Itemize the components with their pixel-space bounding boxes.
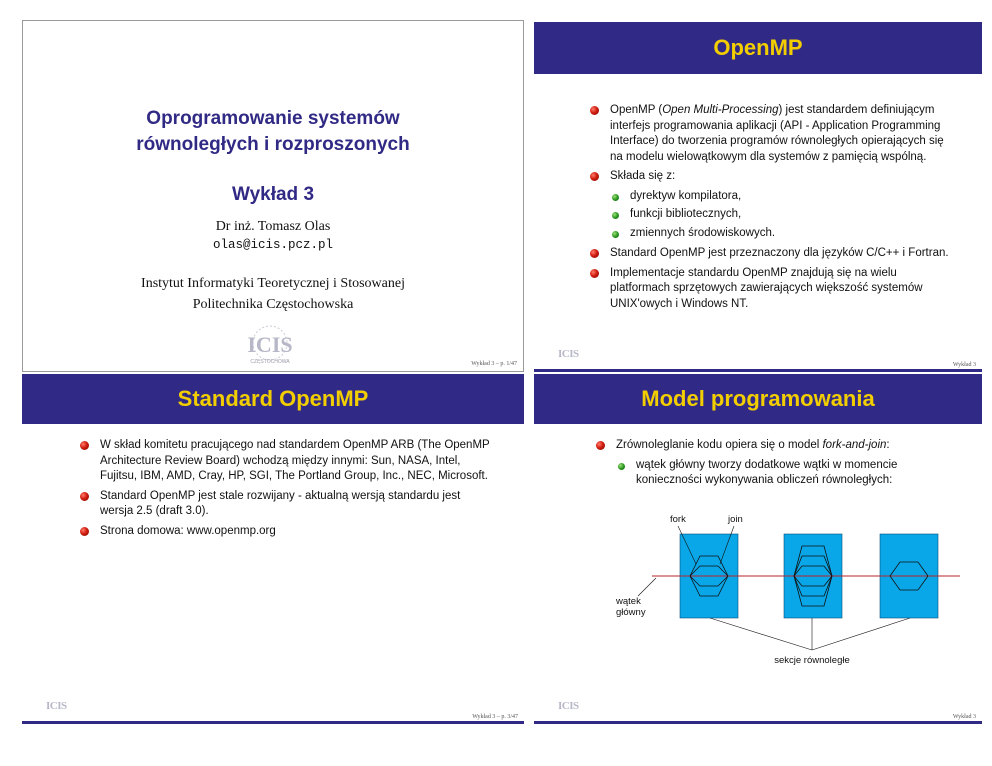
text: OpenMP (: [610, 104, 663, 116]
text: Zrównoleglanie kodu opiera się o model: [616, 439, 823, 451]
bullet-list: [80, 438, 490, 543]
bottom-divider: [534, 721, 982, 724]
list-item: [596, 438, 962, 454]
header-bar: [534, 374, 982, 424]
slide-heading: Model programowania: [641, 386, 875, 411]
logo-text: ICIS: [558, 700, 579, 712]
list-item: [590, 169, 952, 185]
bullet-icon: [590, 172, 599, 181]
text: Standard OpenMP jest przeznaczony dla języków C/C++ i Fortran.: [610, 247, 949, 259]
join-label: join: [728, 514, 743, 525]
sub-list-item: [610, 207, 952, 223]
bullet-icon: [80, 441, 89, 450]
text: Składa się z:: [610, 170, 676, 182]
page-number: Wykład 3: [952, 362, 976, 368]
icis-logo-icon: [558, 344, 580, 358]
slide-programming-model: [534, 372, 982, 724]
parallel-sections-label: sekcje równoległe: [774, 655, 850, 666]
icis-logo-icon: [46, 696, 68, 710]
author-name: Dr inż. Tomasz Olas: [215, 219, 331, 234]
page-number: Wykład 3 – p. 1/47: [471, 361, 517, 367]
lecture-number: Wykład 3: [231, 184, 315, 205]
bottom-divider: [22, 721, 524, 724]
fork-join-diagram: [612, 502, 962, 672]
slide-heading: Standard OpenMP: [177, 386, 369, 411]
university-name: Politechnika Częstochowska: [192, 297, 354, 312]
list-item: [590, 103, 952, 165]
author-email: olas@icis.pcz.pl: [212, 238, 334, 252]
bullet-icon: [80, 527, 89, 536]
sub-bullet-icon: [612, 231, 619, 238]
text: funkcji bibliotecznych,: [630, 208, 742, 220]
title-line-1: Oprogramowanie systemów: [146, 108, 400, 129]
bullet-icon: [80, 492, 89, 501]
bullet-icon: [596, 441, 605, 450]
text: zmiennych środowiskowych.: [630, 226, 776, 239]
logo-caption: CZĘSTOCHOWA: [250, 359, 290, 365]
text-italic: Open Multi-Processing: [662, 104, 779, 116]
bullet-icon: [590, 106, 599, 115]
slide-heading: OpenMP: [713, 35, 803, 60]
text: Strona domowa: www.openmp.org: [100, 524, 276, 537]
page-number: Wykład 3: [952, 714, 976, 720]
presentation-title: [23, 106, 523, 158]
list-item: [80, 524, 490, 540]
text: ) jest standardem definiującym interfejs programowania aplikacji (API - Application Programming Interface) do tworzenia programów równoległych opierających się na modelu wielowątkowym dla systemów z pamięcią wspólną.: [610, 104, 944, 163]
list-item: [80, 438, 490, 485]
text: :: [886, 439, 890, 451]
svg-text:ICIS: ICIS: [247, 332, 293, 357]
text: Implementacje standardu OpenMP znajdują się na wielu platformach sprzętowych zawierających większość systemów UNIX'owych i Windows NT.: [610, 266, 923, 310]
icis-logo-icon: [558, 696, 580, 710]
institute-name: Instytut Informatyki Teoretycznej i Stosowanej: [141, 276, 405, 291]
title-line-2: równoległych i rozproszonych: [136, 134, 410, 155]
parallel-pointer: [812, 618, 910, 650]
sub-list-item: [610, 189, 952, 205]
header-bar: [22, 374, 524, 424]
parallel-pointer: [710, 618, 812, 650]
list-item: [590, 246, 952, 262]
icis-logo-icon: [230, 325, 310, 367]
logo-text: ICIS: [46, 700, 67, 712]
slide-openmp: [534, 20, 982, 372]
text: Standard OpenMP jest stale rozwijany - aktualną wersją standardu jest wersja 2.5 (draft 3.0).: [100, 489, 461, 517]
main-thread-label: główny: [616, 607, 646, 618]
text: dyrektyw kompilatora,: [630, 189, 742, 202]
main-thread-pointer: [638, 578, 656, 596]
logo-text: ICIS: [558, 348, 579, 360]
bullet-list: [590, 103, 952, 316]
slide-standard-openmp: [22, 372, 524, 724]
bullet-list: [596, 438, 962, 492]
text: wątek główny tworzy dodatkowe wątki w momencie konieczności wykonywania obliczeń równoległych:: [636, 458, 898, 486]
header-bar: [534, 22, 982, 74]
slide-title: [22, 20, 524, 372]
text-italic: fork-and-join: [822, 439, 887, 451]
sub-list-item: [616, 458, 962, 489]
sub-bullet-icon: [618, 463, 625, 470]
page-number: Wykład 3 – p. 3/47: [472, 714, 518, 720]
main-thread-label: wątek: [616, 596, 641, 607]
sub-list-item: [610, 226, 952, 242]
fork-label: fork: [670, 514, 686, 525]
bullet-icon: [590, 249, 599, 258]
text: W skład komitetu pracującego nad standardem OpenMP ARB (The OpenMP Architecture Review Board) wchodzą między innymi: Sun, NASA, Intel, Fujitsu, IBM, AMD, Cray, HP, SGI, The Portland Group, Inc., NEC, Microsoft.: [100, 439, 490, 482]
sub-bullet-icon: [612, 212, 619, 219]
bullet-icon: [590, 269, 599, 278]
list-item: [80, 489, 490, 520]
sub-bullet-icon: [612, 194, 619, 201]
list-item: [590, 266, 952, 313]
